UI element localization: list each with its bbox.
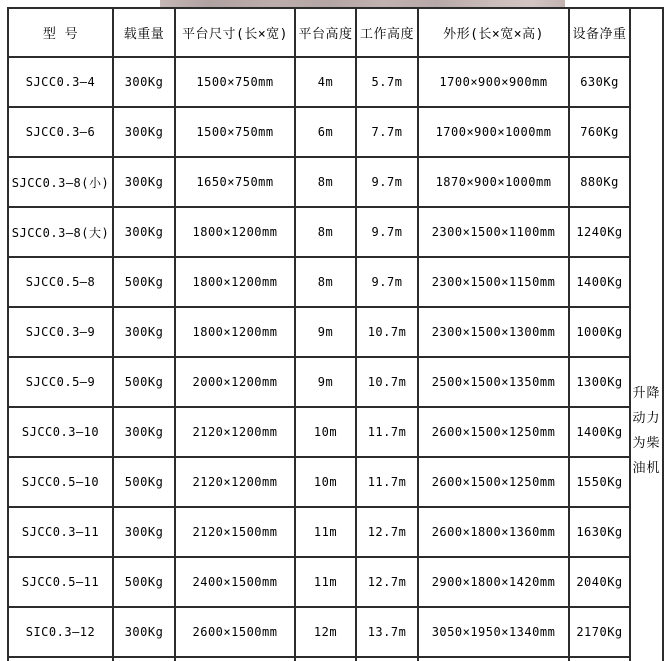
- table-row: [8, 507, 663, 557]
- table-cell: 300Kg: [113, 307, 175, 357]
- table-cell: 1240Kg: [569, 207, 630, 257]
- table-cell: 500Kg: [113, 457, 175, 507]
- table-cell: 11m: [295, 557, 356, 607]
- table-cell: 2120×1200mm: [175, 457, 295, 507]
- table-cell: 9.7m: [356, 157, 418, 207]
- table-row: [8, 107, 663, 157]
- header-net-weight: 设备净重: [569, 8, 630, 57]
- table-cell: [295, 657, 356, 661]
- table-cell: 8m: [295, 157, 356, 207]
- table-cell: 2040Kg: [569, 557, 630, 607]
- table-cell: 300Kg: [113, 107, 175, 157]
- table-cell: 12.7m: [356, 507, 418, 557]
- table-cell: 2600×1500mm: [175, 607, 295, 657]
- side-note-line: 升降: [632, 386, 661, 401]
- header-model: 型 号: [8, 8, 113, 57]
- table-cell: SJCC0.5—8: [8, 257, 113, 307]
- table-cell: 12.7m: [356, 557, 418, 607]
- table-cell: 1000Kg: [569, 307, 630, 357]
- table-row: [8, 607, 663, 657]
- table-cell: SJCC0.5—11: [8, 557, 113, 607]
- table-cell: 1500×750mm: [175, 57, 295, 107]
- table-cell: SJCC0.5—9: [8, 357, 113, 407]
- table-cell: 630Kg: [569, 57, 630, 107]
- table-cell: 11.7m: [356, 457, 418, 507]
- table-cell: 6m: [295, 107, 356, 157]
- table-cell: 880Kg: [569, 157, 630, 207]
- table-cell: 1400Kg: [569, 257, 630, 307]
- header-platform-height: 平台高度: [295, 8, 356, 57]
- table-cell: 1800×1200mm: [175, 257, 295, 307]
- table-row: [8, 407, 663, 457]
- table-cell: 12m: [295, 607, 356, 657]
- table-cell: 3050×1950×1340mm: [418, 607, 569, 657]
- photo-edge-strip: [160, 0, 565, 7]
- table-cell: 2300×1500×1150mm: [418, 257, 569, 307]
- header-platform-size: 平台尺寸(长×宽): [175, 8, 295, 57]
- table-cell: 1870×900×1000mm: [418, 157, 569, 207]
- table-cell: [418, 657, 569, 661]
- table-cell: [175, 657, 295, 661]
- table-cell: 760Kg: [569, 107, 630, 157]
- table-cell: 2400×1500mm: [175, 557, 295, 607]
- table-row: [8, 207, 663, 257]
- table-cell: 8m: [295, 257, 356, 307]
- table-cell: SJCC0.3—8(小): [8, 157, 113, 207]
- table-cell: 2000×1200mm: [175, 357, 295, 407]
- table-cell: 2300×1500×1100mm: [418, 207, 569, 257]
- table-cell: 1800×1200mm: [175, 307, 295, 357]
- table-body: [8, 8, 663, 661]
- table-cell: 2600×1800×1360mm: [418, 507, 569, 557]
- side-note-line: 动力: [632, 411, 661, 426]
- table-cell: 1300Kg: [569, 357, 630, 407]
- side-note-line: 油机: [632, 461, 661, 476]
- table-cell: 2120×1200mm: [175, 407, 295, 457]
- header-overall-dimensions: 外形(长×宽×高): [418, 8, 569, 57]
- table-cell: 500Kg: [113, 557, 175, 607]
- table-row: [8, 257, 663, 307]
- table-row: [8, 307, 663, 357]
- table-cell: 9.7m: [356, 257, 418, 307]
- table-cell: 1400Kg: [569, 407, 630, 457]
- table-cell: 1630Kg: [569, 507, 630, 557]
- table-cell: 5.7m: [356, 57, 418, 107]
- table-cell: 2600×1500×1250mm: [418, 407, 569, 457]
- table-cell: [113, 657, 175, 661]
- table-cell: 300Kg: [113, 507, 175, 557]
- table-cell: 300Kg: [113, 207, 175, 257]
- table-cell: 2900×1800×1420mm: [418, 557, 569, 607]
- table-cell: 300Kg: [113, 57, 175, 107]
- table-cell: 2300×1500×1300mm: [418, 307, 569, 357]
- table-cell: 9m: [295, 357, 356, 407]
- table-row-clipped: [8, 657, 663, 661]
- table-cell: 1700×900×900mm: [418, 57, 569, 107]
- table-cell: 10.7m: [356, 307, 418, 357]
- table-cell: 1700×900×1000mm: [418, 107, 569, 157]
- table-cell: 9.7m: [356, 207, 418, 257]
- table-row: [8, 157, 663, 207]
- table-cell: 500Kg: [113, 257, 175, 307]
- table-cell: [569, 657, 630, 661]
- table-cell: SJCC0.3—10: [8, 407, 113, 457]
- header-load-capacity: 载重量: [113, 8, 175, 57]
- table-cell: SJCC0.3—4: [8, 57, 113, 107]
- table-cell: 2500×1500×1350mm: [418, 357, 569, 407]
- table-header-row: [8, 8, 663, 57]
- table-cell: 4m: [295, 57, 356, 107]
- table-cell: 11.7m: [356, 407, 418, 457]
- spec-table: [7, 7, 664, 661]
- table-cell: SJCC0.3—8(大): [8, 207, 113, 257]
- table-cell: 9m: [295, 307, 356, 357]
- table-cell: 1550Kg: [569, 457, 630, 507]
- table-cell: [8, 657, 113, 661]
- table-cell: 13.7m: [356, 607, 418, 657]
- table-row: [8, 57, 663, 107]
- table-cell: 10m: [295, 457, 356, 507]
- table-cell: 1500×750mm: [175, 107, 295, 157]
- table-cell: 1800×1200mm: [175, 207, 295, 257]
- side-note-line: 为柴: [632, 436, 661, 451]
- table-cell: 10.7m: [356, 357, 418, 407]
- table-cell: 2170Kg: [569, 607, 630, 657]
- table-cell: 2120×1500mm: [175, 507, 295, 557]
- table-cell: 300Kg: [113, 157, 175, 207]
- table-cell: 500Kg: [113, 357, 175, 407]
- table-cell: SIC0.3—12: [8, 607, 113, 657]
- table-cell: 7.7m: [356, 107, 418, 157]
- table-cell: 10m: [295, 407, 356, 457]
- table-cell: 300Kg: [113, 607, 175, 657]
- table-cell: SJCC0.3—6: [8, 107, 113, 157]
- table-row: [8, 357, 663, 407]
- side-note-vertical-text: [631, 381, 662, 481]
- table-cell: SJCC0.3—11: [8, 507, 113, 557]
- table-cell: 8m: [295, 207, 356, 257]
- header-working-height: 工作高度: [356, 8, 418, 57]
- table-cell: SJCC0.3—9: [8, 307, 113, 357]
- table-cell: 300Kg: [113, 407, 175, 457]
- table-cell: 2600×1500×1250mm: [418, 457, 569, 507]
- table-row: [8, 457, 663, 507]
- side-note-cell: [630, 8, 663, 661]
- table-cell: [356, 657, 418, 661]
- table-cell: 11m: [295, 507, 356, 557]
- table-row: [8, 557, 663, 607]
- table-cell: SJCC0.5—10: [8, 457, 113, 507]
- table-cell: 1650×750mm: [175, 157, 295, 207]
